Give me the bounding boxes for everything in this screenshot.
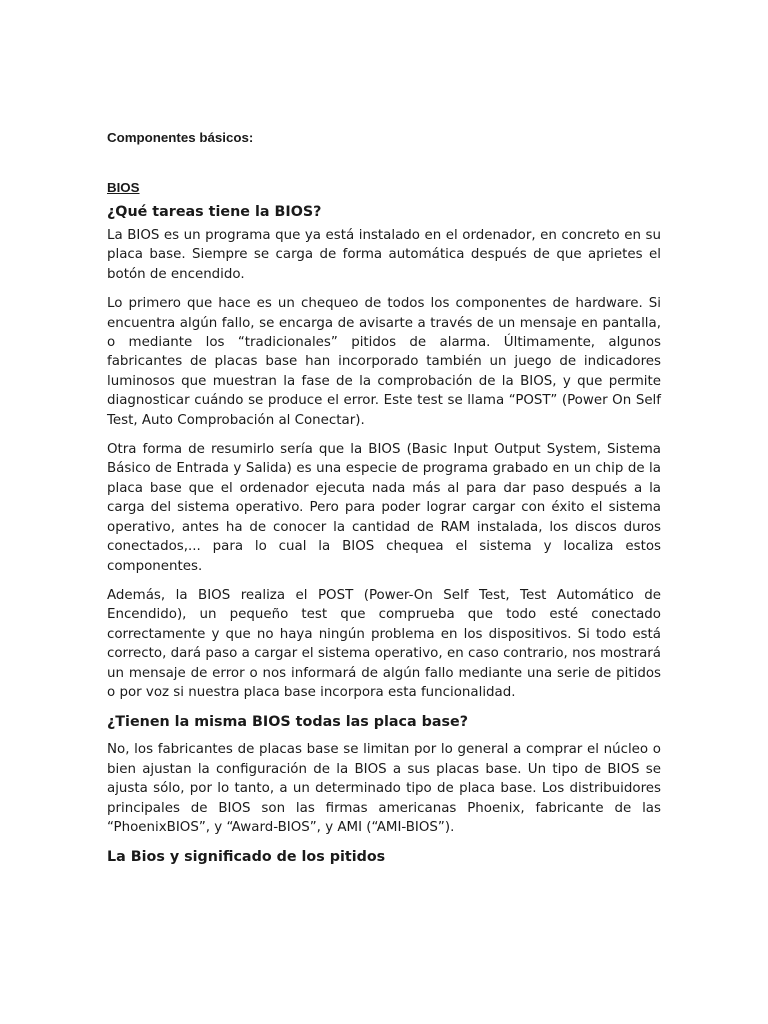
paragraph-manufacturers: No, los fabricantes de placas base se limitan por lo general a comprar el núcleo o bien ajustan la configuración de la BIOS a sus placas base. Un tipo de BIOS se ajusta sólo, por lo tanto, a un determinado tipo de placa base. Los distribuidores principales de BIOS son las firmas americanas Phoenix, fabricante de las “PhoenixBIOS”, y “Award-BIOS”, y AMI (“AMI-BIOS”). — [107, 742, 661, 835]
paragraph-post: Además, la BIOS realiza el POST (Power-On Self Test, Test Automático de Encendido), un pequeño test que comprueba que todo esté conectado correctamente y que no haya ningún problema en los dispositivos. Si todo está correcto, dará paso a cargar el sistema operativo, en caso contrario, nos mostrará un mensaje de error o nos informará de algún fallo mediante una serie de pitidos o por voz si nuestra placa base incorpora esta funcionalidad. — [107, 587, 661, 700]
paragraph-summary: Otra forma de resumirlo sería que la BIOS (Basic Input Output System, Sistema Básico de Entrada y Salida) es una especie de programa grabado en un chip de la placa base que el ordenador ejecuta nada más al para dar paso después a la carga del sistema operativo. Pero para poder lograr cargar con éxito el sistema operativo, antes ha de conocer la cantidad de RAM instalada, los discos duros conectados,... para lo cual la BIOS chequea el sistema y localiza estos componentes. — [107, 442, 661, 574]
paragraph-intro: La BIOS es un programa que ya está instalado en el ordenador, en concreto en su placa base. Siempre se carga de forma automática después de que aprietes el botón de encendido. — [107, 228, 661, 282]
question-heading-same-bios: ¿Tienen la misma BIOS todas las placa base? — [107, 714, 468, 731]
document-title: Componentes básicos: — [107, 130, 254, 145]
question-heading-tasks: ¿Qué tareas tiene la BIOS? — [107, 204, 322, 220]
document-body — [107, 202, 661, 867]
section-label-bios: BIOS — [107, 180, 140, 195]
paragraph-hardware-check: Lo primero que hace es un chequeo de todos los componentes de hardware. Si encuentra algún fallo, se encarga de avisarte a través de un mensaje en pantalla, o mediante los “tradicionales” pitidos de alarma. Últimamente, algunos fabricantes de placas base han incorporado también un juego de indicadores luminosos que muestran la fase de la comprobación de la BIOS, y que permite diagnosticar cuándo se produce el error. Este test se llama “POST” (Power On Self Test, Auto Comprobación al Conectar). — [107, 296, 661, 428]
heading-beep-codes: La Bios y significado de los pitidos — [107, 849, 386, 866]
